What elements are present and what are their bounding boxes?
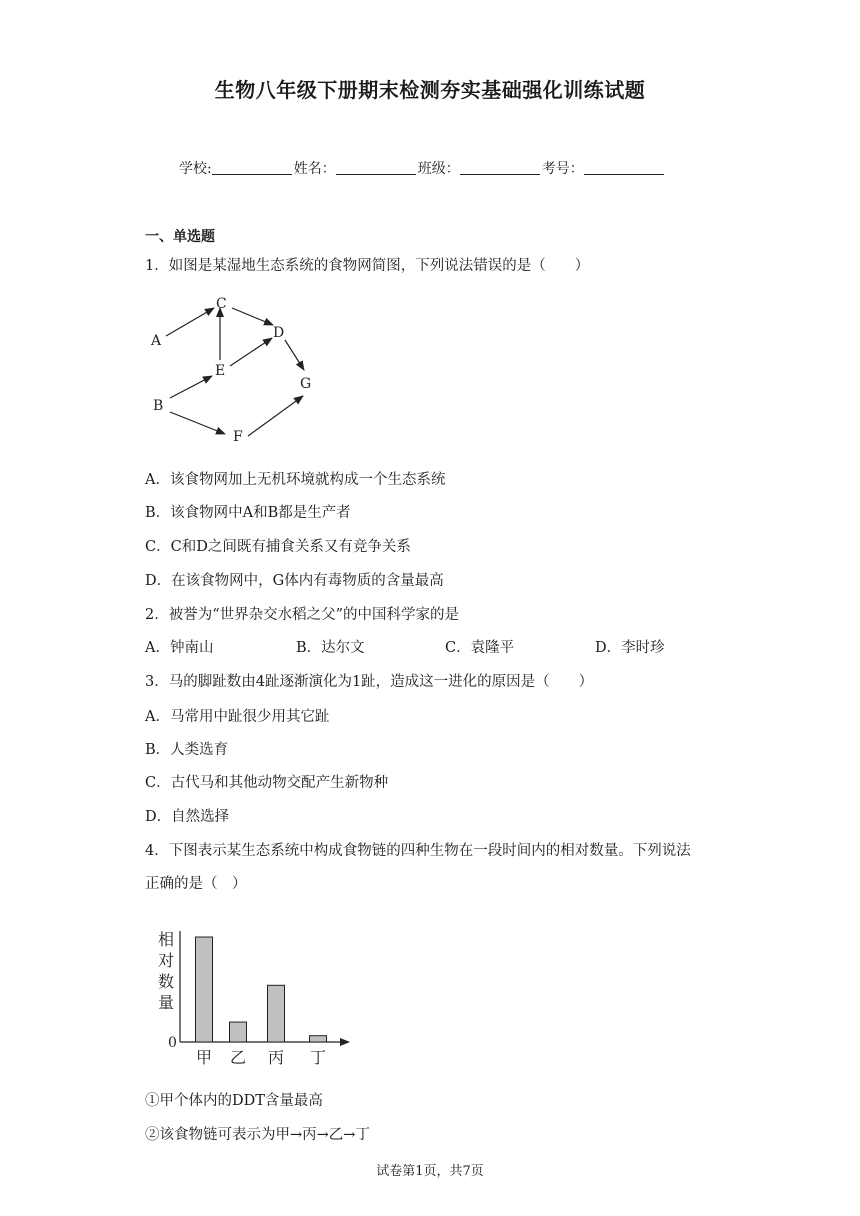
page-footer: 试卷第1页，共7页 xyxy=(376,1164,484,1179)
y-axis-label xyxy=(158,930,174,1012)
name-label: 姓名： xyxy=(293,161,336,177)
q1-option-a: A．该食物网加上无机环境就构成一个生态系统 xyxy=(145,472,446,488)
node-b: B xyxy=(153,398,164,414)
food-web-diagram xyxy=(140,288,340,450)
q2-option-b: B．达尔文 xyxy=(296,640,365,656)
q1-option-b: B．该食物网中A和B都是生产者 xyxy=(145,505,351,521)
q2-stem: 2．被誉为“世界杂交水稻之父”的中国科学家的是 xyxy=(145,607,460,623)
class-label: 班级： xyxy=(417,161,460,177)
q4-statement-2: ②该食物链可表示为甲→丙→乙→丁 xyxy=(145,1127,370,1143)
bar-2 xyxy=(230,1022,247,1042)
q3-option-a: A．马常用中趾很少用其它趾 xyxy=(145,709,330,725)
school-label: 学校: xyxy=(179,161,212,177)
bar-1 xyxy=(196,937,213,1042)
node-c: C xyxy=(216,296,227,312)
x-tick-label: 丁 xyxy=(309,1048,327,1067)
q2-option-a: A．钟南山 xyxy=(145,640,214,656)
q4-statement-1: ①甲个体内的DDT含量最高 xyxy=(145,1093,323,1109)
node-a: A xyxy=(151,333,162,349)
y-label-char: 数 xyxy=(158,972,175,991)
y-label-char: 对 xyxy=(158,951,175,970)
page-title: 生物八年级下册期末检测夯实基础强化训练试题 xyxy=(214,78,646,102)
exam-no-label: 考号： xyxy=(541,161,584,177)
x-tick-label: 乙 xyxy=(229,1048,247,1067)
node-d: D xyxy=(273,325,285,341)
population-bar-chart xyxy=(150,925,360,1070)
q1-option-c: C．C和D之间既有捕食关系又有竞争关系 xyxy=(145,539,411,555)
x-tick-label: 甲 xyxy=(195,1048,213,1067)
q4-stem-line1: 4．下图表示某生态系统中构成食物链的四种生物在一段时间内的相对数量。下列说法 xyxy=(145,843,691,859)
bar-4 xyxy=(310,1036,327,1042)
q2-option-c: C．袁隆平 xyxy=(445,640,515,656)
class-blank xyxy=(460,160,540,175)
y-label-char: 相 xyxy=(158,930,175,949)
q1-option-d: D．在该食物网中，G体内有毒物质的含量最高 xyxy=(145,573,444,589)
q1-stem: 1．如图是某湿地生态系统的食物网简图，下列说法错误的是（ ） xyxy=(145,258,590,274)
bar-3 xyxy=(268,985,285,1042)
name-blank xyxy=(336,160,416,175)
student-info-line xyxy=(179,158,666,178)
school-blank xyxy=(212,160,292,175)
node-e: E xyxy=(215,363,226,379)
y-label-char: 量 xyxy=(158,993,175,1012)
origin-label: 0 xyxy=(168,1035,177,1051)
x-tick-label: 丙 xyxy=(267,1048,285,1067)
q4-stem-line2: 正确的是（ ） xyxy=(145,876,247,892)
node-g: G xyxy=(300,376,312,392)
q2-option-d: D．李时珍 xyxy=(595,640,665,656)
q3-option-d: D．自然选择 xyxy=(145,809,230,825)
x-axis-arrow xyxy=(340,1038,350,1046)
node-f: F xyxy=(233,429,243,445)
q3-option-b: B．人类选育 xyxy=(145,742,229,758)
q3-stem: 3．马的脚趾数由4趾逐渐演化为1趾，造成这一进化的原因是（ ） xyxy=(145,674,594,690)
exam-no-blank xyxy=(584,160,664,175)
q3-option-c: C．古代马和其他动物交配产生新物种 xyxy=(145,775,389,791)
section-heading: 一、单选题 xyxy=(145,229,215,245)
